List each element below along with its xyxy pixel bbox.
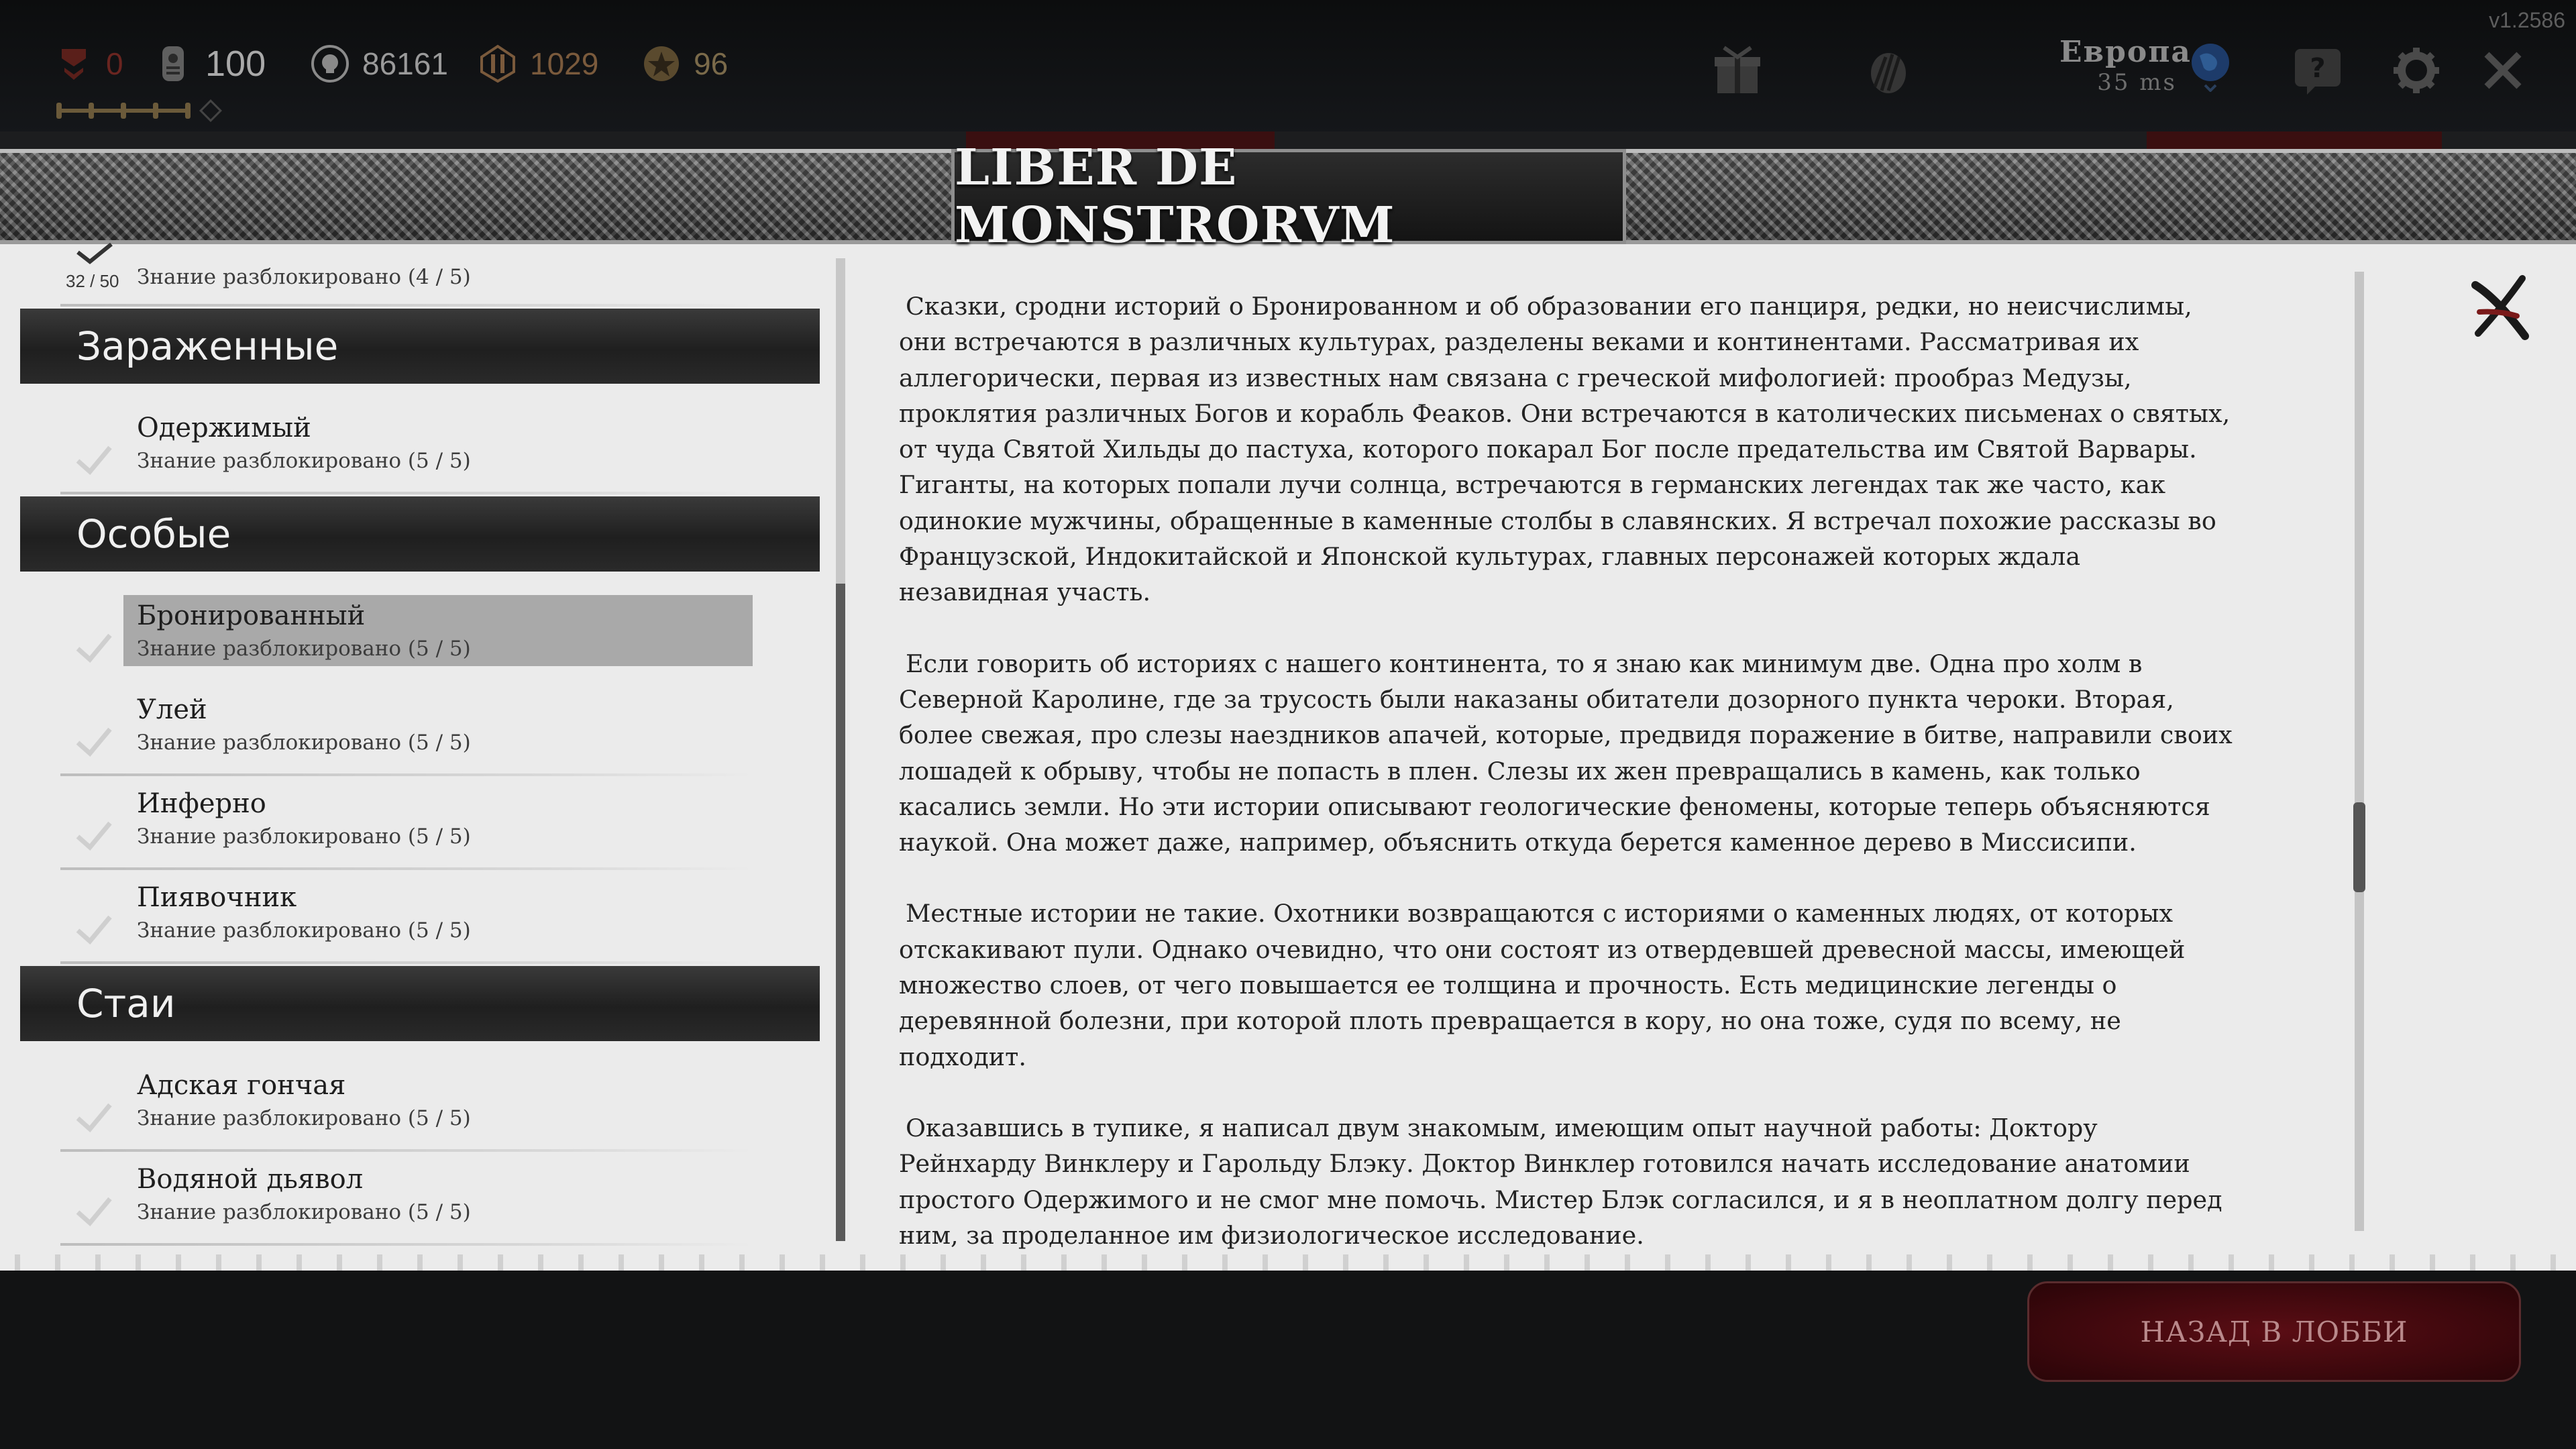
top-hud <box>0 0 2576 134</box>
lore-paragraph: Сказки, сродни историй о Бронированном и об образовании его панциря, редки, но неисчислимы, они встречаются в различных культурах, разделены веками и континентами. Рассматривая их аллегорически, первая из известных нам связана с греческой мифологией: прообраз Медузы, проклятия различных Богов и корабль Феаков. Они встречаются в католических письменах о святых, от чуда Святой Хильды до пастуха, которого покарал Бог после предательства им Святой Варвары. Гиганты, на которых попали лучи солнца, встречаются в германских легендах так же часто, как одинокие мужчины, обращенные в каменные столбы в славянских. Я встречал похожие рассказы во Французской, Индокитайской и Японской культурах, главных персонажей которых ждала незавидная участь. <box>899 292 2231 607</box>
progress-counter: 32 / 50 <box>66 271 119 291</box>
badge-star-icon <box>641 44 682 84</box>
coins-stat[interactable] <box>310 40 448 87</box>
item-status: Знание разблокировано (5 / 5) <box>137 1200 471 1224</box>
lore-paragraph: Местные истории не такие. Охотники возвращаются с историями о каменных людях, от которых отскакивают пули. Однако очевидно, что они состоят из отвердевшей древесной массы, имеющей множество слоев, от чего повышается ее толщина и прочность. Есть медицинские легенды о деревянной болезни, при которой плоть превращается в кору, но она тоже, судя по всему, не подходит. <box>899 899 2186 1071</box>
item-status: Знание разблокировано (5 / 5) <box>137 824 471 849</box>
ornament-left <box>0 149 951 244</box>
lore-paragraph: Если говорить об историях с нашего континента, то я знаю как минимум две. Одна про холм в Северной Каролине, где за трусость были наказаны обитатели дозорного пункта чероки. Вторая, более свежая, про слезы наездников апачей, которые, предвидя поражение в битве, направили своих лошадей к обрыву, чтобы не попасть в плен. Слезы их жен превращались в камень, как только касались земли. Но эти истории описывают геологические феномены, которые теперь объясняются наукой. Она может даже, например, объяснить откуда берется каменное дерево в Миссисипи. <box>899 649 2233 857</box>
item-name: Пиявочник <box>137 882 297 913</box>
rank-stat[interactable] <box>54 40 123 87</box>
blood-shards-icon <box>478 44 518 84</box>
checkmark-icon <box>72 814 115 857</box>
close-x-icon[interactable] <box>2463 272 2537 345</box>
checkmark-icon <box>74 243 117 267</box>
coins-value: 86161 <box>362 46 448 81</box>
version-label: v1.2586 <box>2489 8 2565 32</box>
checkmark-icon <box>72 1189 115 1232</box>
page-title: LIBER DE MONSTRORVM <box>955 139 1395 254</box>
list-item-hive[interactable] <box>60 689 751 776</box>
globe-icon[interactable] <box>2182 35 2242 95</box>
item-status: Знание разблокировано (5 / 5) <box>137 731 471 755</box>
list-item-inferno[interactable] <box>60 783 751 870</box>
svg-text:?: ? <box>2310 53 2326 84</box>
rank-progress <box>56 101 219 121</box>
checkmark-icon <box>72 438 115 481</box>
rank-next-diamond-icon <box>199 99 222 122</box>
item-status: Знание разблокировано (5 / 5) <box>137 637 471 661</box>
monster-list[interactable] <box>0 243 832 1249</box>
list-item-armored[interactable] <box>60 595 751 682</box>
item-status: Знание разблокировано (5 / 5) <box>137 449 471 473</box>
text-scrollbar-thumb[interactable] <box>2353 802 2365 892</box>
item-name: Водяной дьявол <box>137 1164 364 1195</box>
item-name: Бронированный <box>137 600 366 631</box>
region-name: Европа <box>2059 35 2192 69</box>
item-name: Инферно <box>137 788 266 819</box>
checkmark-icon <box>72 908 115 951</box>
blood-value: 1029 <box>530 46 599 81</box>
category-header-infected <box>20 309 820 384</box>
item-status: Знание разблокировано (4 / 5) <box>137 265 471 289</box>
category-label: Особые <box>76 511 231 557</box>
category-header-packs <box>20 966 820 1041</box>
back-to-lobby-button[interactable] <box>2027 1281 2521 1382</box>
back-to-lobby-label: НАЗАД В ЛОББИ <box>2140 1315 2408 1348</box>
text-scrollbar[interactable] <box>2355 272 2364 1231</box>
close-icon[interactable] <box>2473 40 2533 101</box>
item-name: Улей <box>137 694 207 725</box>
item-status: Знание разблокировано (5 / 5) <box>137 918 471 943</box>
checkmark-icon <box>72 626 115 669</box>
tokens-value: 100 <box>205 44 266 84</box>
region-selector[interactable] <box>2059 35 2192 96</box>
gear-icon[interactable] <box>2386 40 2447 101</box>
badges-value: 96 <box>694 46 729 81</box>
title-banner <box>0 139 2576 254</box>
item-status: Знание разблокировано (5 / 5) <box>137 1106 471 1130</box>
ornament-right <box>1626 149 2576 244</box>
list-item-leech[interactable] <box>60 877 751 964</box>
help-icon[interactable] <box>2288 40 2348 101</box>
checkmark-icon <box>72 720 115 763</box>
rank-chevron-icon <box>54 44 94 84</box>
list-item-partial[interactable] <box>60 246 751 307</box>
list-item-possessed[interactable] <box>60 407 751 494</box>
region-ping: 35 ms <box>2097 69 2177 96</box>
tokens-stat[interactable] <box>153 40 266 87</box>
item-name: Адская гончая <box>137 1070 346 1101</box>
hunt-claw-icon[interactable] <box>1858 40 1919 101</box>
rank-value: 0 <box>106 46 123 81</box>
category-label: Зараженные <box>76 323 339 369</box>
badges-stat[interactable] <box>641 40 728 87</box>
title-plate <box>951 139 1626 254</box>
checkmark-icon <box>72 1095 115 1138</box>
list-item-hellhound[interactable] <box>60 1065 751 1152</box>
dog-tag-icon <box>153 44 193 84</box>
category-label: Стаи <box>76 981 176 1026</box>
list-scrollbar-thumb[interactable] <box>836 584 845 1241</box>
lore-text <box>899 288 2237 1289</box>
skull-coin-icon <box>310 44 350 84</box>
gift-icon[interactable] <box>1707 40 1768 101</box>
category-header-special <box>20 496 820 572</box>
lore-paragraph: Оказавшись в тупике, я написал двум знакомым, имеющим опыт научной работы: Доктору Рейнхарду Винклеру и Гарольду Блэку. Доктор Винклер готовился начать исследование анатомии простого Одержимого и не смог мне помочь. Мистер Блэк согласился, и я в неоплатном долгу перед ним, за проделанное им физиологическое исследование. <box>899 1113 2222 1250</box>
blood-stat[interactable] <box>478 40 598 87</box>
item-name: Одержимый <box>137 413 311 443</box>
list-item-water-devil[interactable] <box>60 1159 751 1246</box>
